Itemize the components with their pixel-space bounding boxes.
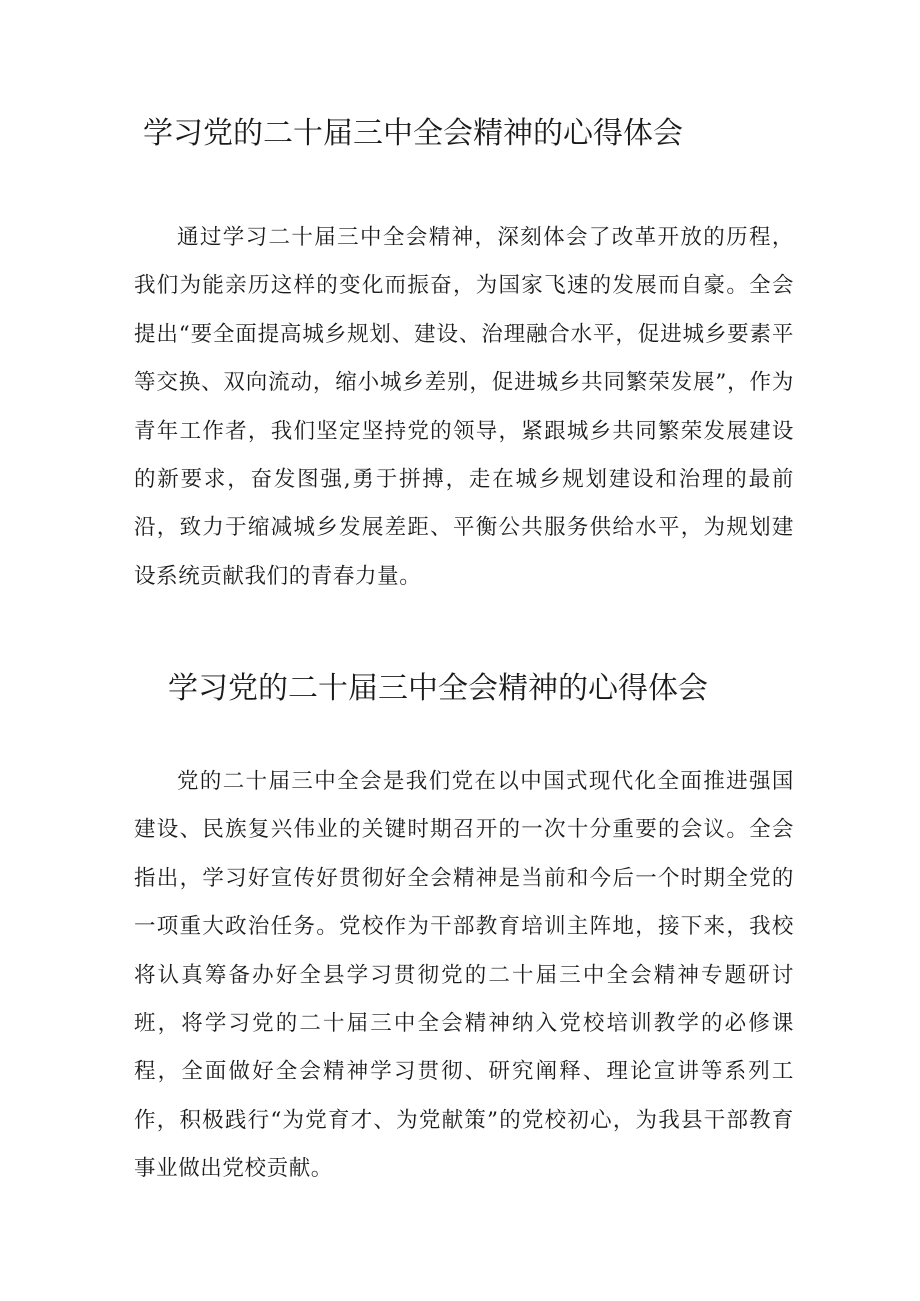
- section-1-body: 通过学习二十届三中全会精神，深刻体会了改革开放的历程，我们为能亲历这样的变化而振奋，为国家飞速的发展而自豪。全会提出“要全面提高城乡规划、建设、治理融合水平，促进城乡要素平等交换、双向流动，缩小城乡差别，促进城乡共同繁荣发展”，作为青年工作者，我们坚定坚持党的领导，紧跟城乡共同繁荣发展建设的新要求，奋发图强,勇于拼搏，走在城乡规划建设和治理的最前沿，致力于缩减城乡发展差距、平衡公共服务供给水平，为规划建设系统贡献我们的青春力量。: [134, 225, 794, 589]
- section-2-title: 学习党的二十届三中全会精神的心得体会: [168, 671, 708, 706]
- section-2-body: 党的二十届三中全会是我们党在以中国式现代化全面推进强国建设、民族复兴伟业的关键时期召开的一次十分重要的会议。全会指出，学习好宣传好贯彻好全会精神是当前和今后一个时期全党的一项重大政治任务。党校作为干部教育培训主阵地，接下来，我校将认真筹备办好全县学习贯彻党的二十届三中全会精神专题研讨班，将学习党的二十届三中全会精神纳入党校培训教学的必修课程，全面做好全会精神学习贯彻、研究阐释、理论宣讲等系列工作，积极践行“为党育才、为党献策”的党校初心，为我县干部教育事业做出党校贡献。: [134, 769, 794, 1182]
- section-1-title: 学习党的二十届三中全会精神的心得体会: [143, 116, 683, 151]
